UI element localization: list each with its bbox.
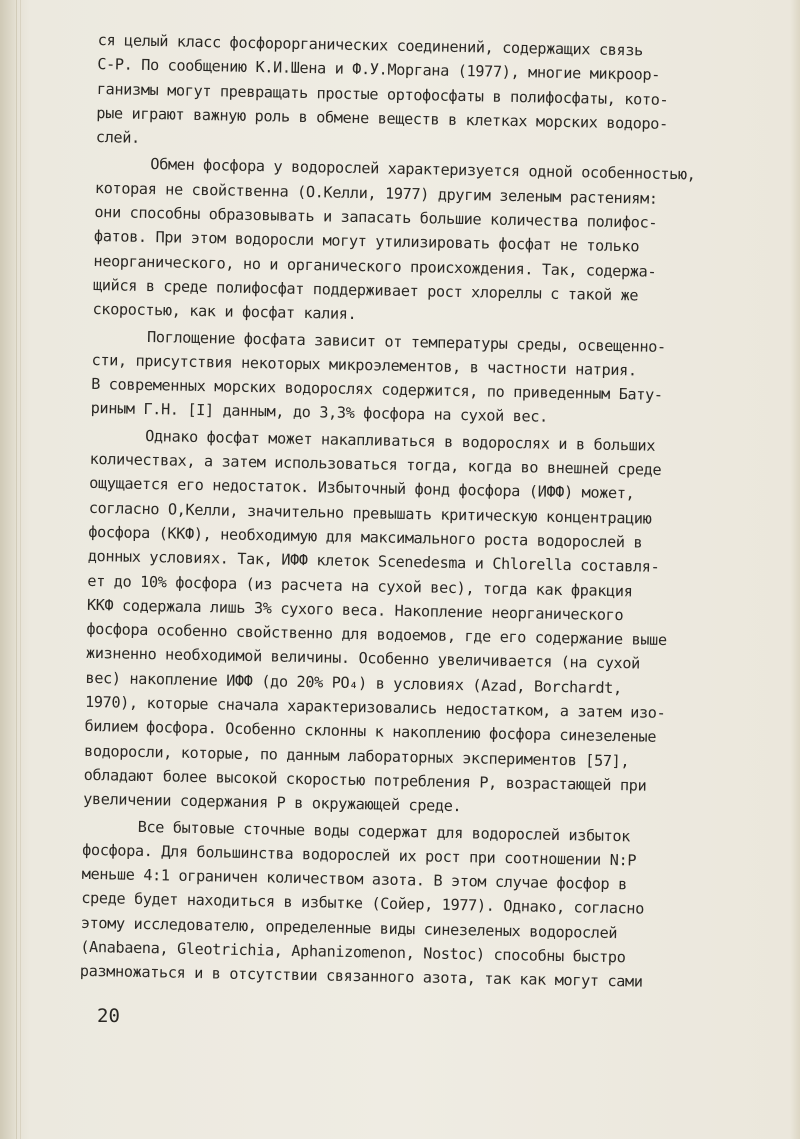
page-number: 20 bbox=[97, 1005, 120, 1027]
text-line: ет до 10% фосфора (из расчета на сухой вес), тогда как фракция bbox=[87, 571, 633, 600]
text-line: слей. bbox=[95, 128, 141, 148]
paragraph-first-line: Обмен фосфора у водорослей характеризуется одной особенностью, bbox=[150, 155, 696, 184]
text-line: сти, присутствия некоторых микроэлементов, в частности натрия. bbox=[91, 350, 637, 380]
text-line: ганизмы могут превращать простые ортофосфаты в полифосфаты, кото- bbox=[96, 79, 669, 109]
text-line: этому исследователю, определенные виды синезеленых водорослей bbox=[80, 913, 618, 942]
text-line: рые играют важную роль в обмене веществ в клетках морских водоро- bbox=[96, 103, 669, 133]
text-line: фосфора (ККФ), необходимую для максимального роста водорослей в bbox=[88, 522, 643, 552]
text-line: ощущается его недостаток. Избыточный фонд фосфора (ИФФ) может, bbox=[89, 474, 635, 503]
paragraph-first-line: Однако фосфат может накапливаться в водорослях и в больших bbox=[145, 426, 656, 455]
text-line: меньше 4:1 ограничен количеством азота. В этом случае фосфор в bbox=[81, 864, 628, 894]
text-line: фатов. При этом водоросли могут утилизировать фосфат не только bbox=[93, 227, 640, 256]
page-binding-edge bbox=[0, 0, 17, 1139]
paragraph-first-line: Все бытовые сточные воды содержат для водорослей избыток bbox=[137, 817, 631, 845]
text-line: вес) накопление ИФФ (до 20% PO₄) в условиях (Azad, Borchardt, bbox=[85, 668, 623, 697]
binding-fold-line bbox=[20, 0, 21, 1139]
text-line: билием фосфора. Особенно склонны к накоплению фосфора синезеленые bbox=[84, 717, 657, 747]
text-line: ся целый класс фосфорорганических соединений, содержащих связь bbox=[97, 30, 644, 60]
text-line: согласно О,Келли, значительно превышать критическую концентрацию bbox=[88, 498, 652, 528]
text-line: неорганического, но и органического происхождения. Так, содержа- bbox=[93, 251, 657, 281]
text-line: В современных морских водорослях содержится, по приведенным Бату- bbox=[90, 375, 663, 405]
text-line: увеличении содержания Р в окружающей среде. bbox=[83, 790, 462, 816]
text-line: обладают более высокой скоростью потребления Р, возрастающей при bbox=[83, 765, 647, 795]
text-line: донных условиях. Так, ИФФ клеток Scenedesma и Chlorella составля- bbox=[87, 547, 660, 577]
text-line: фосфора. Для большинства водорослей их рост при соотношении N:P bbox=[82, 840, 637, 870]
text-line: скоростью, как и фосфат калия. bbox=[92, 300, 357, 324]
text-line: 1970), которые сначала характеризовались недостатком, а затем изо- bbox=[84, 692, 666, 723]
text-line: они способны образовывать и запасать большие количества полифос- bbox=[94, 203, 658, 232]
text-line: (Anabaena, Gleotrichia, Aphanizomenon, Nostoc) способны быстро bbox=[80, 937, 626, 967]
text-line: водоросли, которые, по данным лабораторных экспериментов [57], bbox=[83, 741, 630, 770]
text-line: ККФ содержала лишь 3% сухого веса. Накопление неорганического bbox=[86, 595, 624, 625]
text-line: количествах, а затем использоваться тогда, когда во внешней среде bbox=[89, 449, 662, 479]
text-line: риным Г.Н. [I] данным, до 3,3% фосфора на сухой вес. bbox=[90, 399, 549, 427]
text-line: щийся в среде полифосфат поддерживает рост хлореллы с такой же bbox=[92, 275, 639, 305]
document-body bbox=[80, 28, 788, 997]
text-line: которая не свойственна (О.Келли, 1977) другим зеленым растениям: bbox=[94, 178, 658, 208]
text-line: фосфора особенно свойственно для водоемов, где его содержание выше bbox=[86, 620, 667, 650]
paragraph-first-line: Поглощение фосфата зависит от температуры среды, освещенно- bbox=[146, 327, 666, 356]
text-line: жизненно необходимой величины. Особенно увеличивается (на сухой bbox=[85, 644, 641, 673]
text-line: размножаться и в отсутствии связанного азота, так как могут сами bbox=[79, 962, 643, 991]
text-line: С-Р. По сообщению К.И.Шена и Ф.У.Моргана (1977), многие микроор- bbox=[97, 55, 661, 85]
text-line: среде будет находиться в избытке (Сойер, 1977). Однако, согласно bbox=[81, 889, 645, 919]
